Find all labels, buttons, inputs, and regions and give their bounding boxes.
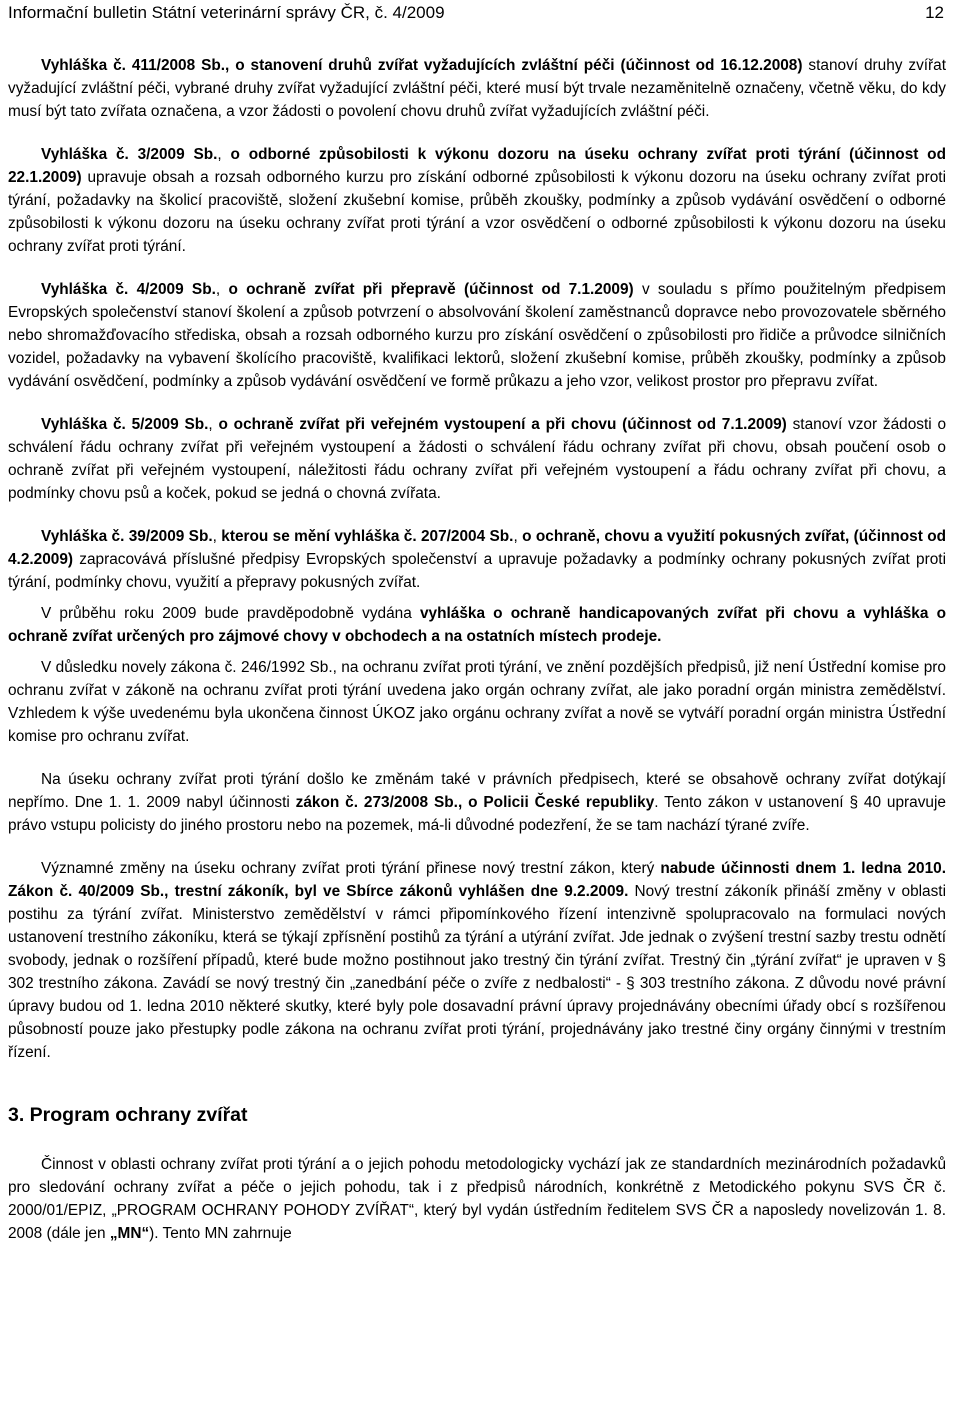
bulletin-title: Informační bulletin Státní veterinární správy ČR, č. 4/2009	[8, 3, 445, 22]
paragraph-vyhlaska-411-2008	[8, 54, 946, 123]
paragraph-text: ,	[208, 416, 219, 433]
paragraph-vyhlaska-3-2009	[8, 143, 946, 258]
paragraph-text: stanoví vzor žádosti o schválení řádu ochrany zvířat při veřejném vystoupení a žádosti o schválení řádu ochrany zvířat při chovu, obsah poučení osob o ochraně zvířat při veřejném vystoupení, náležitosti řádu ochrany zvířat při veřejném vystoupení a řádu ochrany zvířat při chovu, a podmínky chovu psů a koček, pokud se jedná o chovná zvířata.	[8, 416, 946, 502]
planned-decree-highlight: vyhláška o ochraně handicapovaných zvířat při chovu a vyhláška o ochraně zvířat určených pro zájmové chovy v obchodech a na ostatních místech prodeje.	[8, 605, 947, 645]
page-number: 12	[925, 3, 944, 22]
paragraph-planned-decrees	[8, 602, 946, 648]
paragraph-text: Nový trestní zákoník přináší změny v oblasti postihu za týrání zvířat. Ministerstvo zemědělství v rámci připomínkového řízení intenzivně spolupracovalo na formulaci nových ustanovení trestního zákoníku, která se týkají zpřísnění postihů za týrání a utýrání zvířat. Jde jednak o zvýšení trestní sazby trestu odnětí svobody, jednak o rozšíření případů, které bude možno postihnout jako trestný čin týrání zvířat. Trestný čin „týrání zvířat“ je upraven v § 302 trestního zákona. Zavádí se nový trestný čin „zanedbání péče o zvíře z nedbalosti“ - § 303 trestního zákona. Z důvodu nové právní úpravy budou od 1. ledna 2010 některé skutky, které byly pole dosavadní právní úpravy projednávány obecními úřady obcí s rozšířenou působností pouze jako přestupky podle zákona na ochranu zvířat proti týrání, projednávány jako trestné činy orgány činnými v trestním řízení.	[8, 883, 947, 1061]
paragraph-text: Významné změny na úseku ochrany zvířat proti týrání přinese nový trestní zákon, který	[41, 860, 661, 877]
paragraph-vyhlaska-39-2009	[8, 525, 946, 594]
decree-number: Vyhláška č. 4/2009 Sb.	[41, 281, 216, 298]
paragraph-program	[8, 1153, 946, 1245]
paragraph-text: ,	[217, 146, 231, 163]
paragraph-text: ,	[212, 528, 222, 545]
decree-heading: kterou se mění vyhláška č. 207/2004 Sb.	[221, 528, 514, 545]
decree-heading: o ochraně, chovu a využití pokusných zvířat, (účinnost od 4.2.2009)	[8, 528, 947, 568]
paragraph-vyhlaska-4-2009	[8, 278, 946, 393]
paragraph-text: Na úseku ochrany zvířat proti týrání došlo ke změnám také v právních předpisech, které se obsahově ochrany zvířat dotýkají nepřímo. Dne 1. 1. 2009 nabyl účinnosti	[8, 771, 946, 811]
decree-heading: o ochraně zvířat při veřejném vystoupení a při chovu (účinnost od 7.1.2009)	[218, 416, 787, 433]
paragraph-text: v souladu s přímo použitelným předpisem Evropských společenství stanoví školení a způsob potvrzení o absolvování školení zaměstnanců dopravce nebo provozovatele sběrného nebo shromažďovacího střediska, obsah a rozsah odborného kurzu pro získání osvědčení o způsobilosti pro řidiče a průvodce silničních vozidel, požadavky na vybavení školícího pracoviště, kvalifikaci lektorů, složení zkušební komise, průběh zkoušky, podmínky a způsob vydávání osvědčení, podmínky a způsob vydávání osvědčení ve formě průkazu a jeho vzor, velikost prostor pro přepravu zvířat.	[8, 281, 946, 390]
paragraph-ukoz	[8, 656, 946, 748]
paragraph-vyhlaska-5-2009	[8, 413, 946, 505]
section-heading: 3. Program ochrany zvířat	[8, 1104, 248, 1126]
paragraph-text: Činnost v oblasti ochrany zvířat proti týrání a o jejich pohodu metodologicky vychází jak ze standardních mezinárodních požadavků pro sledování ochrany zvířat a péče o jejich pohodu, tak i z předpisů národních, konkrétně z Metodického pokynu SVS ČR č. 2000/01/EPIZ, „PROGRAM OCHRANY POHODY ZVÍŘAT“, který byl vydán ústředním ředitelem SVS ČR a naposledy novelizován 1. 8. 2008 (dále jen	[8, 1156, 946, 1242]
document-body	[8, 54, 946, 1265]
police-act-highlight: zákon č. 273/2008 Sb., o Policii České republiky	[295, 794, 655, 811]
paragraph-text: ,	[215, 281, 229, 298]
paragraph-text: V důsledku novely zákona č. 246/1992 Sb., na ochranu zvířat proti týrání, ve znění pozdějších předpisů, již není Ústřední komise pro ochranu zvířat v zákoně na ochranu zvířat proti týrání uvedena jako orgán ochrany zvířat, ale jako poradní orgán ministra zemědělství. Vzhledem k výše uvedenému byla ukončena činnost ÚKOZ jako orgánu ochrany zvířat a nově se vytváří poradní orgán ministra Ústřední komise pro ochranu zvířat.	[8, 659, 946, 745]
paragraph-criminal-code	[8, 857, 946, 1064]
decree-number: Vyhláška č. 39/2009 Sb.	[41, 528, 213, 545]
decree-number: Vyhláška č. 5/2009 Sb.	[41, 416, 209, 433]
decree-number: Vyhláška č. 3/2009 Sb.	[41, 146, 218, 163]
paragraph-text: stanoví druhy zvířat vyžadující zvláštní péči, vybrané druhy zvířat vyžadující zvláštní péči, které musí být trvale nezaměnitelně označeny, včetně věku, do kdy musí být tato zvířata označena, a vzor žádosti o povolení chovu druhů zvířat vyžadujících zvláštní péči.	[8, 57, 946, 120]
paragraph-text: V průběhu roku 2009 bude pravděpodobně vydána	[41, 605, 420, 622]
paragraph-text: ). Tento MN zahrnuje	[149, 1225, 292, 1242]
paragraph-text: zapracovává příslušné předpisy Evropských společenství a upravuje požadavky a podmínky ochrany pokusných zvířat proti týrání, podmínky chovu, využití a přepravy pokusných zvířat.	[8, 551, 946, 591]
decree-heading: o odborné způsobilosti k výkonu dozoru na úseku ochrany zvířat proti týrání (účinnost od 22.1.2009)	[8, 146, 946, 186]
paragraph-text: upravuje obsah a rozsah odborného kurzu pro získání odborné způsobilosti k výkonu dozoru na úseku ochrany zvířat proti týrání, požadavky na školicí pracoviště, složení zkušební komise, průběh zkoušky, podmínky a způsob vydávání osvědčení o odborné způsobilosti k výkonu dozoru na úseku ochrany zvířat proti týrání a vzor osvědčení o odborné způsobilosti k výkonu dozoru na úseku ochrany zvířat proti týrání.	[8, 169, 946, 255]
paragraph-police-act	[8, 768, 946, 837]
paragraph-text: . Tento zákon v ustanovení § 40 upravuje právo vstupu policisty do jiného prostoru nebo na pozemek, má-li důvodné podezření, že se tam nachází týrané zvíře.	[8, 794, 946, 834]
decree-heading: Vyhláška č. 411/2008 Sb., o stanovení druhů zvířat vyžadujících zvláštní péči (účinnost od 16.12.2008)	[41, 57, 803, 74]
mn-abbreviation: „MN“	[109, 1225, 150, 1242]
page-header	[8, 2, 944, 24]
criminal-code-highlight: nabude účinnosti dnem 1. ledna 2010. Zákon č. 40/2009 Sb., trestní zákoník, byl ve Sbírce zákonů vyhlášen dne 9.2.2009.	[8, 860, 946, 900]
paragraph-text: ,	[513, 528, 523, 545]
decree-heading: o ochraně zvířat při přepravě (účinnost od 7.1.2009)	[228, 281, 634, 298]
